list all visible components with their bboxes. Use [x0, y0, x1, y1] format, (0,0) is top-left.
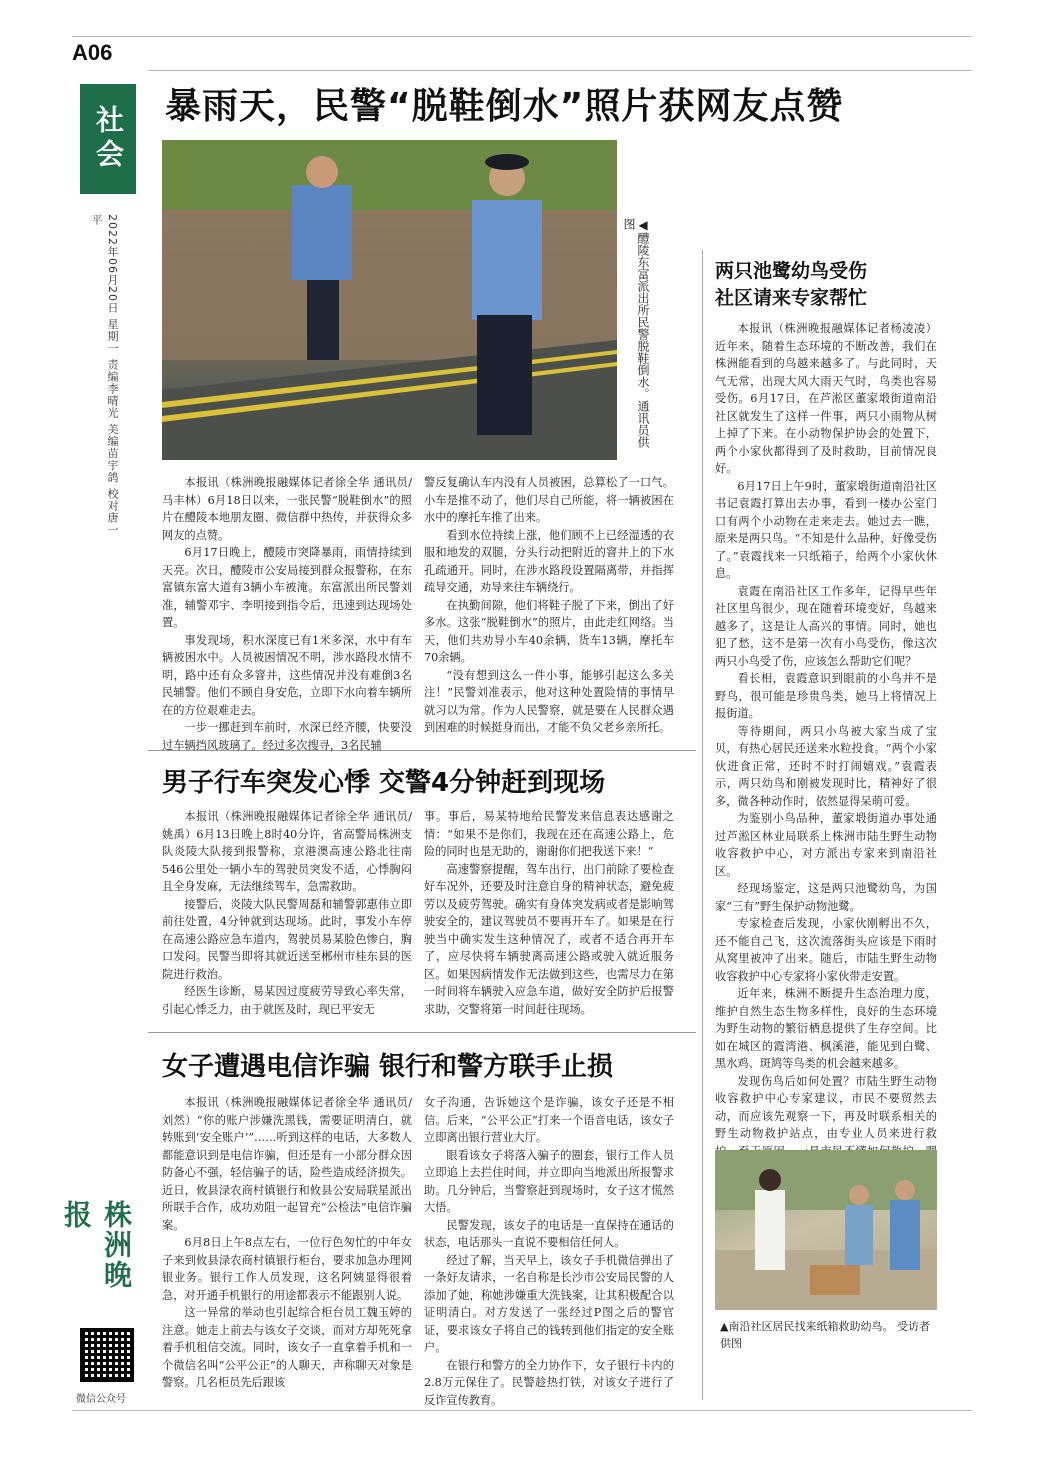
article2-headline: 男子行车突发心悸 交警4分钟赶到现场: [162, 768, 606, 798]
article4-photo-caption: ▲南沿社区居民找来纸箱救助幼鸟。 受访者供图: [720, 1320, 930, 1350]
bottom-rule: [72, 1410, 972, 1411]
paragraph: 在执勤间隙，他们将鞋子脱了下来，倒出了好多水。这张“脱鞋倒水”的照片，由此走红网络。当天，他们共劝导小车40余辆，货车13辆，摩托车70余辆。: [424, 598, 674, 664]
paragraph: 袁霞在南沿社区工作多年，记得早些年社区里鸟很少，现在随着环境变好，鸟越来越多了，这是让人高兴的事情。同时，她也犯了愁，这不是第一次有小鸟受伤，像这次两只小鸟受了伤，应该怎么帮助它们呢？: [715, 584, 937, 668]
article1-column-1: [162, 474, 412, 754]
qr-label: 微信公众号: [76, 1394, 126, 1405]
paragraph: 等待期间，两只小鸟被大家当成了宝贝，有热心居民还送来水粒投食。“两个小家伙进食正常，还时不时打闹嬉戏。”袁霞表示，两只幼鸟和刚被发现时比，精神好了很多，微各种动作时，依然显得呆萌可爱。: [715, 724, 937, 808]
page-number: A06: [72, 40, 113, 65]
article-divider-2: [148, 1032, 696, 1033]
paragraph: 近年来，株洲不断提升生态治理力度，维护自然生态生物多样性，良好的生态环境为野生动物的繁衍栖息提供了生存空间。比如在城区的霞湾港、枫溪港，能见到白鹭、黑水鸡、斑鸠等鸟类的机会越来越多。: [715, 987, 937, 1070]
header-rule: [148, 70, 972, 71]
article4-photo: [715, 1150, 937, 1310]
community-photo-illustration: [715, 1150, 937, 1310]
paragraph: 接警后，炎陵大队民警周磊和辅警郭惠伟立即前往处置，4分钟就到达现场。此时，事发小车停在高速公路应急车道内，驾驶员易某脸色惨白，胸口发闷。民警当即将其就近送至郴州市桂东县的医院进行救治。: [162, 897, 412, 981]
article4-headline: [715, 258, 867, 312]
section-label: 社会: [80, 84, 136, 194]
paragraph: 经现场鉴定，这是两只池鹭幼鸟，为国家“三有”野生保护动物池鹭。: [715, 882, 937, 913]
article4-column: [715, 320, 937, 1213]
dateline: 2022年06月20日 星期一 责编李晴光 美编苗宇鸽 校对唐一平: [90, 214, 119, 536]
paragraph: 看长相，袁霞意识到眼前的小鸟并不是野鸟，很可能是珍贵鸟类，她马上将情况上报街道。: [715, 672, 937, 720]
paragraph: 6月17日上午9时，董家塅街道南沿社区书记袁霞打算出去办事，看到一楼办公室门口有两个小动物在走来走去。她过去一瞧，原来是两只鸟。“不知是什么品种，好像受伤了。”袁霞找来一只纸箱子，给两个小家伙休息。: [715, 479, 937, 580]
paragraph: 发现伤鸟后如何处置？市陆生野生动物收容救护中心专家建议，市民不要贸然去动，而应该先观察一下，再及时联系相关的野生动物救护站点，由专业人员来进行救: [715, 1074, 937, 1140]
paragraph: 眼看该女子将落入骗子的圈套，银行工作人员立即追上去拦住时间，并立即向当地派出所报警求助。几分钟后，当警察赶到现场时，女子这才慌然大悟。: [424, 1148, 674, 1214]
article3-column-2: [424, 1094, 674, 1409]
paragraph: 6月17日晚上，醴陵市突降暴雨，雨情持续到天亮。次日，醴陵市公安局接到群众报警称，在东富镇东富大道有3辆小车被淹。东富派出所民警刘准，辅警邓宇、李明接到指令后，迅速到达现场处置。: [162, 546, 412, 629]
top-rule: [72, 36, 972, 37]
qr-code-icon: [80, 1328, 134, 1382]
newspaper-logo: 株洲晚报: [60, 1200, 133, 1290]
paragraph: 女子沟通，告诉她这个是诈骗，该女子还是不相信。后来，“公平公正”打来一个语音电话，该女子立即离出银行营业大厅。: [424, 1096, 674, 1144]
paragraph: 民警发现，该女子的电话是一直保持在通话的状态，电话那头一直说不要相信任何人。: [424, 1218, 674, 1249]
article2-column-1: [162, 808, 412, 1018]
article2-column-2: [424, 808, 674, 1018]
article3-headline: 女子遭遇电信诈骗 银行和警方联手止损: [162, 1052, 614, 1082]
paragraph: 高速警察提醒，驾车出行，出门前除了要检查好车况外，还要及时注意自身的精神状态，避免疲劳以及疲劳驾驶。确实有身体突发病或者是影响驾驶安全的，建议驾驶员不要再开车了。如果是在行驶当中确实发生这种情况了，或者不适合再开车了，应尽快将车辆驶离高速公路或驶入就近服务区。如果因病情发作无法做到这些，也需尽力在第一时间将车辆驶入应急车道，做好安全防护后报警求助，交警将第一时间赶往现场。: [424, 862, 674, 1016]
paragraph: 这一异常的举动也引起综合柜台员工魏玉婷的注意。她走上前去与该女子交谈，而对方却死死拿着手机租信交流。同时，该女子一直拿着手机和一个微信名叫“公平公正”的人聊天，声称聊天对象是警察。几名柜员先后跟该: [162, 1306, 412, 1389]
article1-headline: 暴雨天，民警“脱鞋倒水”照片获网友点赞: [165, 86, 844, 127]
paragraph: 警反复确认车内没有人员被困，总算松了一口气。小车是推不动了，他们尽自己所能，将一辆被困在水中的摩托车推了出来。: [424, 476, 674, 524]
paragraph: 经过了解，当天早上，该女子手机微信弹出了一条好友请求，一名自称是长沙市公安局民警的人添加了她，称她涉嫌重大洗钱案，让其积极配合以证明清白。对方发送了一张经过P图之后的警官证，要求该女子将自己的钱转到他们指定的安全账户。: [424, 1253, 674, 1354]
paragraph: 本报讯（株洲晚报融媒体记者徐全华 通讯员/马丰林）6月18日以来，一张民警“脱鞋倒水”的照片在醴陵本地朋友圈、微信群中热传，并获得众多网友的点赞。: [162, 476, 412, 542]
paragraph: 在银行和警方的全力协作下，女子银行卡内的2.8万元保住了。民警趁热打铁，对该女子进行了反诈宣传教育。: [424, 1358, 674, 1407]
paragraph: “没有想到这么一件小事，能够引起这么多关注！”民警刘准表示，他对这种处置险情的事情早就习以为常。作为人民警察，就是要在人民群众遇到困难的时候挺身而出，才能不负父老乡亲所托。: [424, 668, 674, 734]
paragraph: 看到水位持续上涨，他们顾不上已经湿透的衣服和地发的双腿，分头行动把附近的窨井上的下水孔疏通开。同时，在涉水路段设置隔离带，并指挥疏导交通，劝导来往车辆绕行。: [424, 528, 674, 594]
article1-column-2: [424, 474, 674, 737]
paragraph: 专家检查后发现，小家伙刚孵出不久，还不能自己飞，这次流落街头应该是下雨时从窝里被冲了出来。随后，市陆生野生动物收容救护中心专家将小家伙带走安置。: [715, 917, 937, 983]
article3-column-1: [162, 1094, 412, 1392]
paragraph: 经医生诊断，易某因过度疲劳导致心率失常，引起心悸乏力，由于就医及时，现已平安无: [162, 985, 412, 1016]
paragraph: 事发现场，积水深度已有1米多深，水中有车辆被困水中。人员被困情况不明，涉水路段水情不明，路中还有众多窨井，这些情况并没有难倒3名民辅警。他们不顾自身安危，立即下水向着车辆所在的方位艰难走去。: [162, 633, 412, 717]
police-photo-illustration: [162, 140, 617, 460]
article1-photo-caption: ◀醴陵东富派出所民警脱鞋倒水。通讯员供图: [622, 218, 650, 448]
paragraph: 本报讯（株洲晚报融媒体记者徐全华 通讯员/刘然）“你的账户涉嫌洗黑钱，需要证明清白，就转账到‘安全账户’”……听到这样的电话，大多数人都能意识到是电信诈骗，但还是有一小部分群众因防备心不强，轻信骗子的话，险些造成经济损失。近日，攸县渌农商村镇银行和攸县公安局联星派出所联手合作，成功劝阻一起冒充“公检法”电信诈骗案。: [162, 1096, 412, 1232]
paragraph: 一步一挪赶到车前时，水深已经齐腰，快要没过车辆挡风玻璃了。经过多次搜寻，3名民辅: [162, 721, 412, 752]
headline-line-2: 社区请来专家帮忙: [715, 287, 868, 309]
headline-line-1: 两只池鹭幼鸟受伤: [715, 260, 868, 282]
column-divider: [702, 250, 703, 1400]
article1-photo: [162, 140, 617, 460]
paragraph: 事。事后，易某特地给民警发来信息表达感谢之情：“如果不是你们，我现在还在高速公路上，危险的同时也是无助的，谢谢你们把我送下来！”: [424, 810, 674, 858]
paragraph: 为鉴别小鸟品种，董家塅街道办事处通过芦淞区林业局联系上株洲市陆生野生动物收容救护中心，对方派出专家来到南沿社区。: [715, 812, 937, 878]
paragraph: 本报讯（株洲晚报融媒体记者徐全华 通讯员/姚禹）6月13日晚上8时40分许，省高警局株洲支队炎陵大队接到报警称，京港澳高速公路北往南546公里处一辆小车的驾驶员突发不适，心悸胸闷且全身发麻，无法继续驾车，急需救助。: [162, 810, 412, 893]
paragraph: 6月8日上午8点左右，一位行色匆忙的中年女子来到攸县渌农商村镇银行柜台，要求加急办理网银业务。银行工作人员发现，这名阿姨显得很着急，对开通手机银行的用途都表示不能跟别人说。: [162, 1236, 412, 1302]
paragraph: 本报讯（株洲晚报融媒体记者杨凌凌）近年来，随着生态环境的不断改善，我们在株洲能看到的鸟越来越多了。与此同时，天气无常，出现大风大雨天气时，鸟类也容易受伤。6月17日，在芦淞区董家塅街道南沿社区就发生了这样一件事，两只小雨物从树上掉了下来。在小动物保护协会的处置下，两个小家伙都得到了及时救助，目前情况良好。: [715, 322, 937, 475]
